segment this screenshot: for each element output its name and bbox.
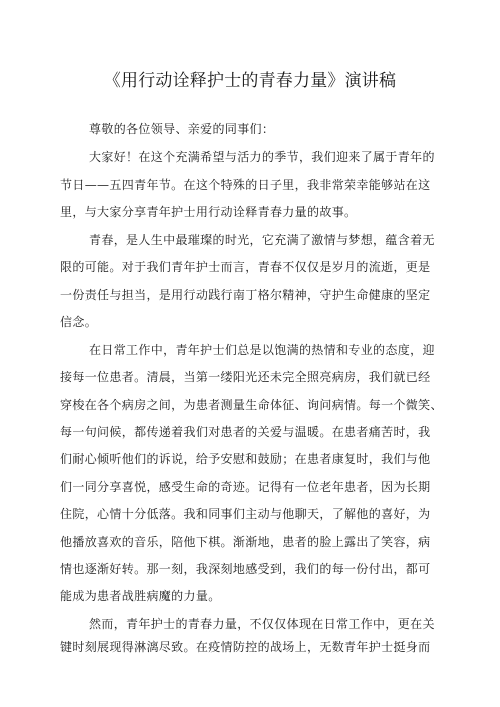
paragraph-line: 一份责任与担当，是用行动践行南丁格尔精神，守护生命健康的坚定	[60, 288, 431, 302]
paragraph-line: 然而，青年护士的青春力量，不仅仅体现在日常工作中，更在关	[89, 617, 435, 631]
paragraph-line: 穿梭在各个病房之间，为患者测量生命体征、询问病情。每一个微笑、	[60, 398, 443, 412]
salutation-line: 尊敬的各位领导、亲爱的同事们：	[89, 122, 275, 136]
paragraph-line: 情也逐渐好转。那一刻，我深刻地感受到，我们的每一份付出，都可	[60, 562, 431, 576]
paragraph-line: 信念。	[60, 315, 98, 329]
paragraph-line: 每一句问候，都传递着我们对患者的关爱与温暖。在患者痛苦时，我	[60, 425, 431, 439]
paragraph-line: 接每一位患者。清晨，当第一缕阳光还未完全照亮病房，我们就已经	[60, 370, 431, 384]
paragraph-line: 限的可能。对于我们青年护士而言，青春不仅仅是岁月的流逝，更是	[60, 260, 431, 274]
document-title: 《用行动诠释护士的青春力量》演讲稿	[103, 71, 397, 91]
paragraph-line: 们一同分享喜悦，感受生命的奇迹。记得有一位老年患者，因为长期	[60, 480, 431, 494]
paragraph-line: 里，与大家分享青年护士用行动诠释青春力量的故事。	[60, 205, 357, 219]
paragraph-line: 在日常工作中，青年护士们总是以饱满的热情和专业的态度，迎	[89, 343, 435, 357]
paragraph-line: 青春，是人生中最璀璨的时光，它充满了激情与梦想，蕴含着无	[89, 233, 435, 247]
paragraph-line: 们耐心倾听他们的诉说，给予安慰和鼓励；在患者康复时，我们与他	[60, 452, 431, 466]
paragraph-line: 能成为患者战胜病魔的力量。	[60, 589, 221, 603]
paragraph-line: 键时刻展现得淋漓尽致。在疫情防控的战场上，无数青年护士挺身而	[60, 640, 431, 654]
paragraph-line: 他播放喜欢的音乐，陪他下棋。渐渐地，患者的脸上露出了笑容，病	[60, 535, 431, 549]
paragraph-line: 大家好！在这个充满希望与活力的季节，我们迎来了属于青年的	[89, 150, 435, 164]
paragraph-line: 住院，心情十分低落。我和同事们主动与他聊天，了解他的喜好，为	[60, 507, 431, 521]
paragraph-line: 节日——五四青年节。在这个特殊的日子里，我非常荣幸能够站在这	[60, 178, 431, 192]
